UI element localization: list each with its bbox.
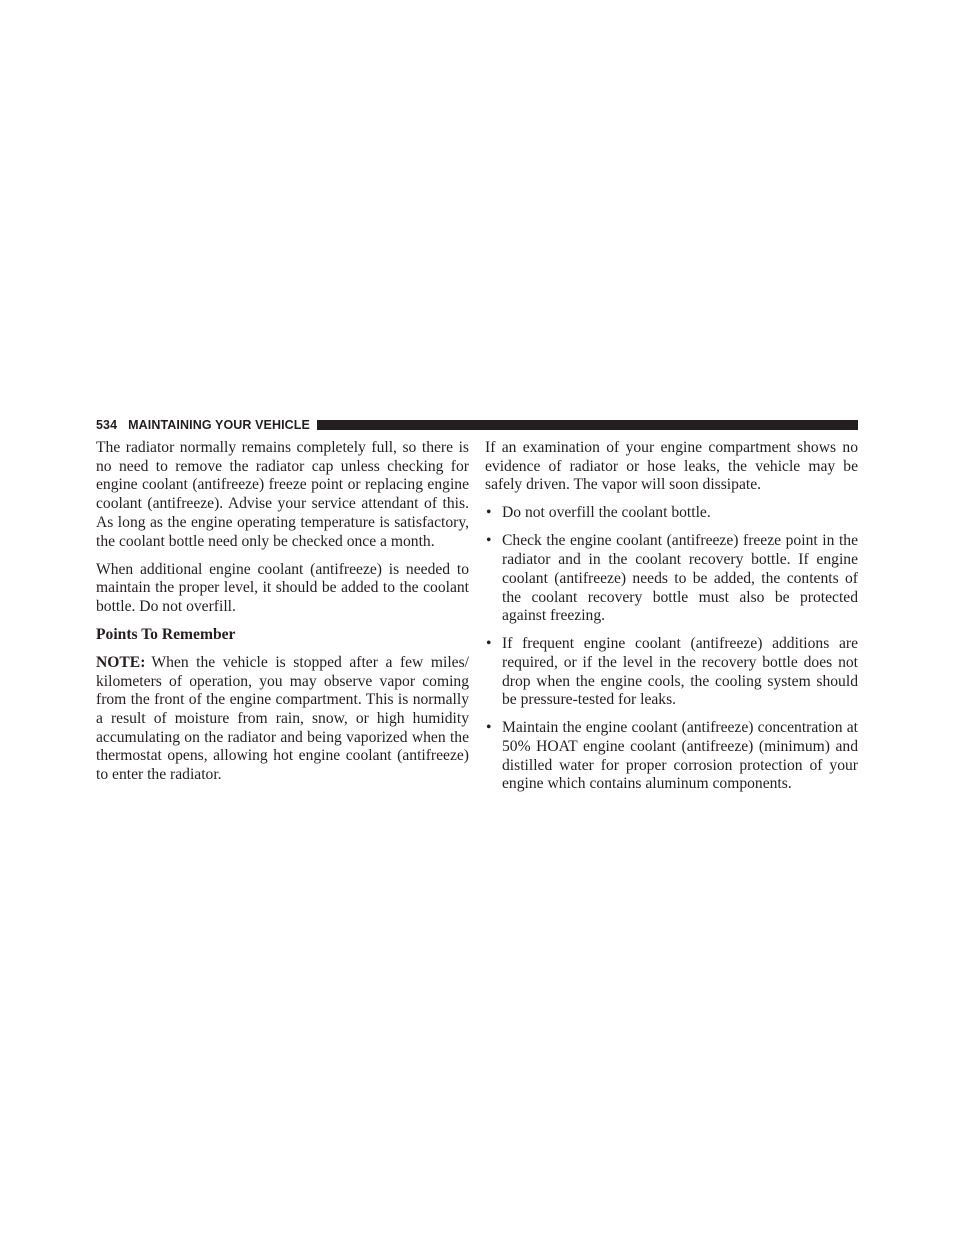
list-item bbox=[485, 719, 858, 794]
note-text: When the vehicle is stopped after a few miles/ kilometers of operation, you may observe vapor coming from the front of the engine compartment. This is normally a result of moisture from rain, snow, or high humidity accumulating on the radiator and being vaporized when the thermostat opens, allowing hot engine coolant (antifreeze) to enter the radiator. bbox=[96, 653, 469, 784]
list-item-text: Do not overfill the coolant bottle. bbox=[502, 504, 711, 522]
right-column bbox=[485, 439, 858, 803]
page-number: 534 bbox=[96, 417, 118, 432]
bullet-icon: • bbox=[486, 532, 492, 550]
examination-paragraph: If an examination of your engine compartment shows no evidence of radiator or hose leaks, the vehicle may be safely driven. The vapor will soon dissipate. bbox=[485, 439, 858, 494]
list-item-text: Maintain the engine coolant (antifreeze) concentration at 50% HOAT engine coolant (antifreeze) (minimum) and distilled water for proper corrosion protection of your engine which contains aluminum components. bbox=[502, 719, 858, 793]
list-item-text: If frequent engine coolant (antifreeze) additions are required, or if the level in the recovery bottle does not drop when the engine cools, the cooling system should be pressure-tested for leaks. bbox=[502, 635, 858, 709]
points-to-remember-heading: Points To Remember bbox=[96, 625, 236, 643]
list-item bbox=[485, 532, 858, 626]
note-label: NOTE: bbox=[96, 653, 146, 671]
note-paragraph bbox=[96, 654, 469, 785]
list-item bbox=[485, 635, 858, 710]
section-title: MAINTAINING YOUR VEHICLE bbox=[128, 417, 310, 432]
bullet-icon: • bbox=[486, 504, 492, 522]
bullet-icon: • bbox=[486, 719, 492, 737]
list-item-text: Check the engine coolant (antifreeze) freeze point in the radiator and in the coolant recovery bottle. If engine coolant (antifreeze) needs to be added, the contents of the coolant recovery bottle must also be protected against freezing. bbox=[502, 532, 858, 625]
left-column bbox=[96, 439, 469, 794]
bullet-list bbox=[485, 504, 858, 794]
header-rule bbox=[317, 420, 858, 430]
page-header bbox=[96, 417, 858, 432]
additional-coolant-paragraph: When additional engine coolant (antifreeze) is needed to maintain the proper level, it should be added to the coolant bottle. Do not overfill. bbox=[96, 560, 469, 615]
bullet-icon: • bbox=[486, 635, 492, 653]
list-item bbox=[485, 504, 858, 523]
radiator-paragraph: The radiator normally remains completely full, so there is no need to remove the radiator cap unless checking for engine coolant (antifreeze) freeze point or replacing engine coolant (antifreeze). Advise your service attendant of this. As long as the engine operating temperature is satisfactory, the coolant bottle need only be checked once a month. bbox=[96, 439, 469, 550]
